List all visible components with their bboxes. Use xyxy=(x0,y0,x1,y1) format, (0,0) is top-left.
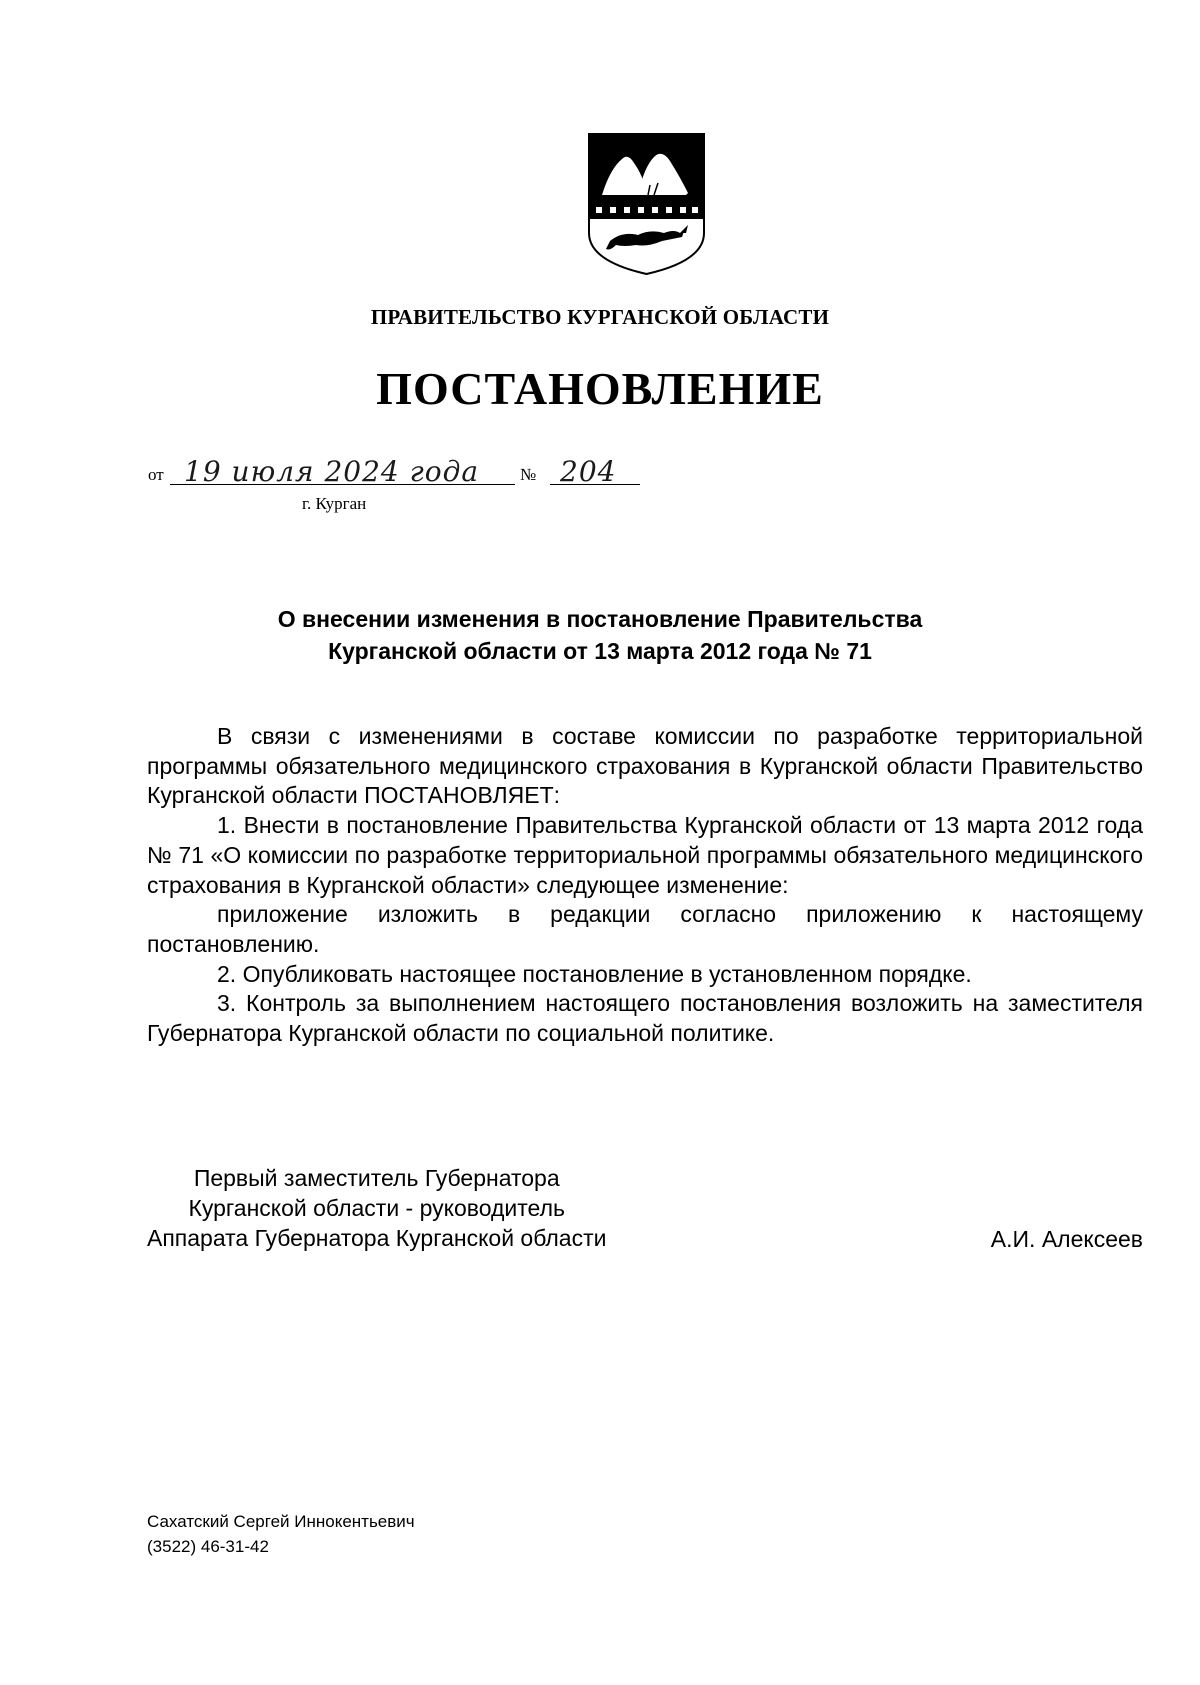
body-paragraph: 3. Контроль за выполнением настоящего постановления возложить на заместителя Губернатора Курганской области по социальной политике. xyxy=(147,990,1143,1047)
signatory-position xyxy=(147,1163,606,1253)
number-underline xyxy=(550,484,640,485)
handwritten-number: 204 xyxy=(560,455,617,488)
executor-name: Сахатский Сергей Иннокентьевич xyxy=(147,1512,415,1531)
body-paragraph: 2. Опубликовать настоящее постановление в установленном порядке. xyxy=(217,960,972,987)
body-paragraph: 1. Внести в постановление Правительства Курганской области от 13 марта 2012 года № 71 «О комиссии по разработке территориальной программы обязательного медицинского страхования в Курганской области» следующее изменение: xyxy=(147,812,1143,898)
handwritten-date: 19 июля 2024 года xyxy=(184,455,480,488)
executor-info xyxy=(147,1509,415,1559)
executor-phone: (3522) 46-31-42 xyxy=(147,1537,269,1556)
date-prefix: от xyxy=(148,465,164,484)
body-paragraph: В связи с изменениями в составе комиссии по разработке территориальной программы обязательного медицинского страхования в Курганской области Правительство Курганской области ПОСТАНОВЛЯЕТ: xyxy=(147,723,1143,809)
kurgan-coat-of-arms-icon xyxy=(588,133,705,275)
government-name: ПРАВИТЕЛЬСТВО КУРГАНСКОЙ ОБЛАСТИ xyxy=(370,305,830,329)
signatory-position-line: Аппарата Губернатора Курганской области xyxy=(147,1225,607,1251)
document-title xyxy=(0,603,1200,667)
body-paragraph: приложение изложить в редакции согласно приложению к настоящему постановлению. xyxy=(147,901,1143,957)
number-prefix: № xyxy=(520,465,537,484)
signatory-position-line: Первый заместитель Губернатора xyxy=(193,1165,560,1191)
title-line-1: О внесении изменения в постановление Правительства xyxy=(277,606,923,632)
document-type-heading: ПОСТАНОВЛЕНИЕ xyxy=(376,363,824,414)
signatory-position-line: Курганской области - руководитель xyxy=(188,1195,565,1221)
document-body xyxy=(147,722,1143,1049)
registration-line xyxy=(148,455,668,495)
city-label: г. Курган xyxy=(302,494,367,513)
title-line-2: Курганской области от 13 марта 2012 года № 71 xyxy=(328,638,872,664)
date-underline xyxy=(170,484,515,485)
signatory-name: А.И. Алексеев xyxy=(990,1226,1143,1252)
